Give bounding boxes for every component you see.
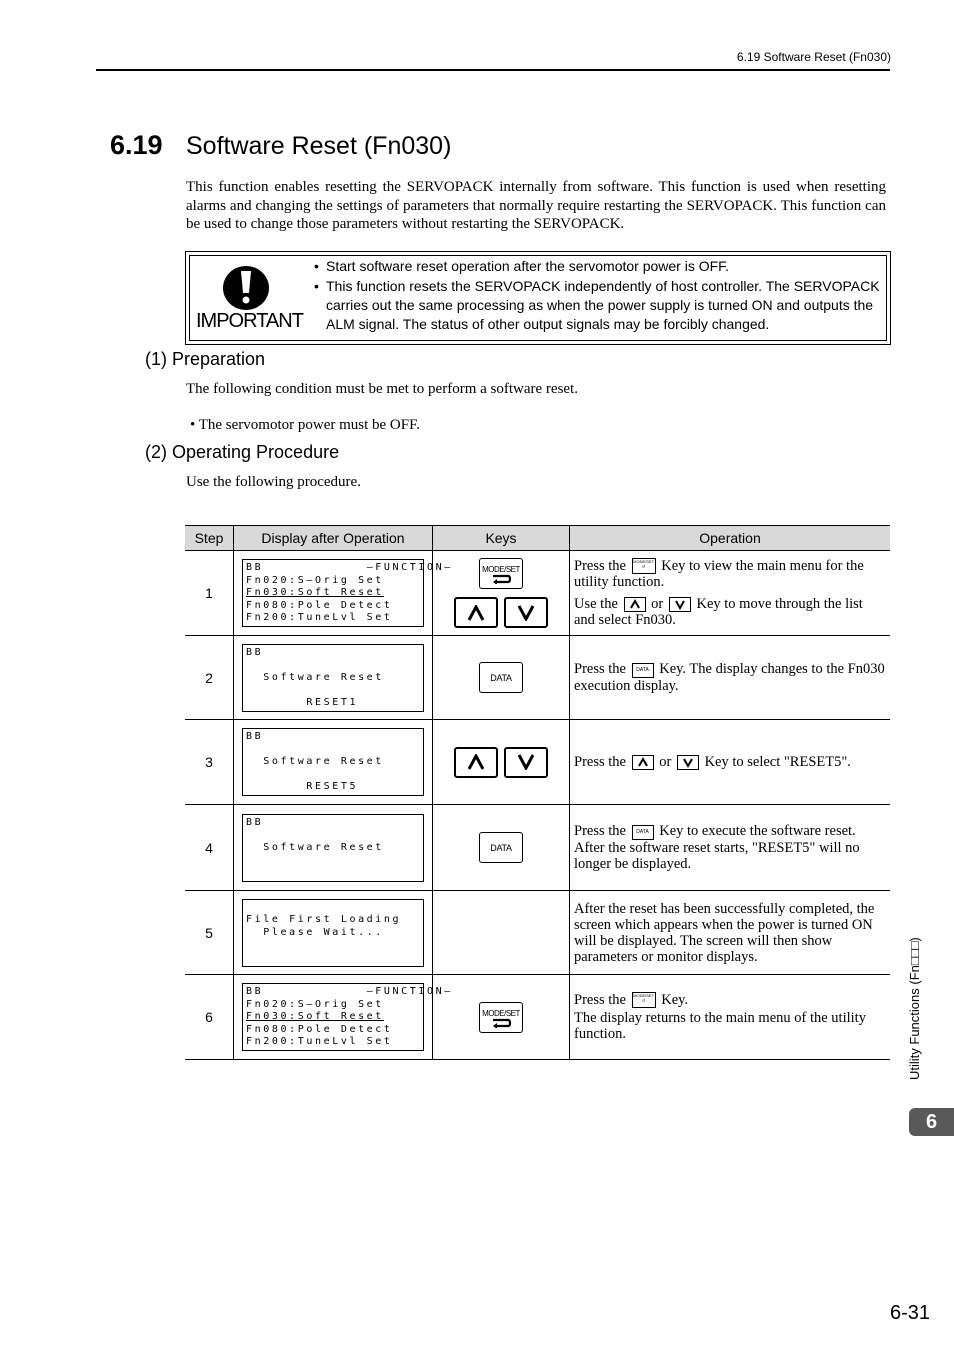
up-arrow-icon	[467, 605, 485, 621]
preparation-text: The following condition must be met to perform a software reset.	[186, 381, 578, 397]
important-label: IMPORTANT	[196, 310, 303, 332]
section-title: Software Reset (Fn030)	[186, 132, 452, 160]
down-key-icon	[677, 755, 699, 770]
return-arrow-icon	[490, 574, 512, 584]
data-key-icon: DATA	[632, 663, 654, 678]
step-number: 5	[185, 891, 234, 975]
operator-display: BB –FUNCTION– Fn020:S–Orig Set Fn030:Soft Reset Fn080:Pole Detect Fn200:TuneLvl Set	[242, 983, 424, 1051]
step-number: 4	[185, 805, 234, 891]
table-row	[185, 805, 890, 891]
column-header: Operation	[570, 526, 891, 551]
up-key-icon	[632, 755, 654, 770]
mode-set-key[interactable]: MODE/SET	[479, 558, 523, 589]
display-cell	[234, 975, 453, 1060]
keys-cell	[433, 551, 570, 636]
operation-text: Press the DATA Key to execute the software reset. After the software reset starts, "RESET5" will no longer be displayed.	[574, 823, 860, 872]
mode-set-key[interactable]: MODE/SET	[479, 1002, 523, 1033]
important-box	[185, 251, 891, 345]
down-arrow-key[interactable]	[504, 747, 548, 778]
column-header: Display after Operation	[234, 526, 433, 551]
operation-cell	[570, 636, 891, 720]
display-cell	[234, 636, 433, 720]
procedure-table	[185, 525, 890, 1060]
header-rule	[96, 69, 890, 71]
mode-set-key-icon: MODE/SET ↺	[632, 992, 656, 1008]
operation-text: Press the DATA Key. The display changes to the Fn030 execution display.	[574, 661, 885, 694]
down-arrow-key[interactable]	[504, 597, 548, 628]
keys-cell	[433, 975, 570, 1060]
display-cell	[234, 720, 433, 805]
up-arrow-key[interactable]	[454, 597, 498, 628]
keys-cell	[433, 805, 570, 891]
up-arrow-key[interactable]	[454, 747, 498, 778]
operation-cell	[570, 720, 891, 805]
down-key-icon	[669, 597, 691, 612]
data-key[interactable]: DATA	[479, 662, 523, 693]
display-cell	[234, 805, 433, 891]
operator-display: File First Loading Please Wait...	[242, 899, 424, 967]
down-arrow-icon	[517, 754, 535, 770]
operator-display: BB Software Reset	[242, 814, 424, 882]
chapter-tab: 6	[909, 1108, 954, 1136]
operation-cell: Press the MODE/SET ↺ Key to view the main menu for the utility function. Use the or Key to move through the list and select Fn030.	[570, 551, 891, 636]
up-arrow-icon	[467, 754, 485, 770]
return-arrow-icon	[490, 1018, 512, 1028]
data-key[interactable]: DATA	[479, 832, 523, 863]
running-header: 6.19 Software Reset (Fn030)	[736, 50, 891, 64]
table-row	[185, 636, 890, 720]
table-header-row	[185, 526, 890, 551]
side-chapter-label: Utility Functions (Fn□□□)	[907, 937, 922, 1080]
operator-display: BB Software Reset RESET5	[242, 728, 424, 796]
operator-display: BB –FUNCTION– Fn020:S–Orig Set Fn030:Soft Reset Fn080:Pole Detect Fn200:TuneLvl Set	[242, 559, 424, 627]
display-cell	[234, 551, 453, 636]
important-item: • Start software reset operation after the servomotor power is OFF.	[314, 258, 730, 274]
step-number: 2	[185, 636, 234, 720]
page-number: 6-31	[889, 1302, 930, 1324]
column-header: Keys	[433, 526, 570, 551]
section-number: 6.19	[110, 130, 163, 160]
table-row	[185, 551, 890, 636]
data-key-icon: DATA	[632, 825, 654, 840]
procedure-heading: (2) Operating Procedure	[145, 442, 340, 462]
keys-cell	[433, 720, 570, 805]
keys-cell	[433, 891, 570, 975]
important-item: • This function resets the SERVOPACK independently of host controller. The SERVOPACK carries out the same processing as when the power supply is turned ON and outputs the ALM signal. The status of other output signals may be forcibly changed.	[314, 278, 880, 332]
table-row	[185, 975, 890, 1060]
operation-cell	[570, 805, 891, 891]
preparation-heading: (1) Preparation	[145, 349, 266, 369]
mode-set-key-icon: MODE/SET ↺	[632, 558, 656, 574]
table-row	[185, 891, 890, 975]
step-number: 3	[185, 720, 234, 805]
operator-display: BB Software Reset RESET1	[242, 644, 424, 712]
operation-cell: Press the MODE/SET ↺ Key. The display returns to the main menu of the utility function.	[570, 975, 891, 1060]
preparation-condition: • The servomotor power must be OFF.	[190, 417, 421, 433]
intro-paragraph: This function enables resetting the SERVOPACK internally from software. This function is used when resetting alarms and changing the settings of parameters that normally require restarting the SERVOPACK. This function can be used to change those parameters without restarting the SERVOPACK.	[186, 179, 886, 232]
keys-cell	[433, 636, 570, 720]
operation-cell: After the reset has been successfully completed, the screen which appears when the power is turned ON will be displayed. The screen will then show parameters or monitor displays.	[570, 891, 891, 975]
table-row	[185, 720, 890, 805]
operation-text: Press the or Key to select "RESET5".	[574, 753, 851, 770]
display-cell	[234, 891, 433, 975]
procedure-text: Use the following procedure.	[186, 474, 361, 490]
down-arrow-icon	[517, 605, 535, 621]
step-number: 1	[185, 551, 234, 636]
step-number: 6	[185, 975, 234, 1060]
column-header: Step	[185, 526, 234, 551]
up-key-icon	[624, 597, 646, 612]
